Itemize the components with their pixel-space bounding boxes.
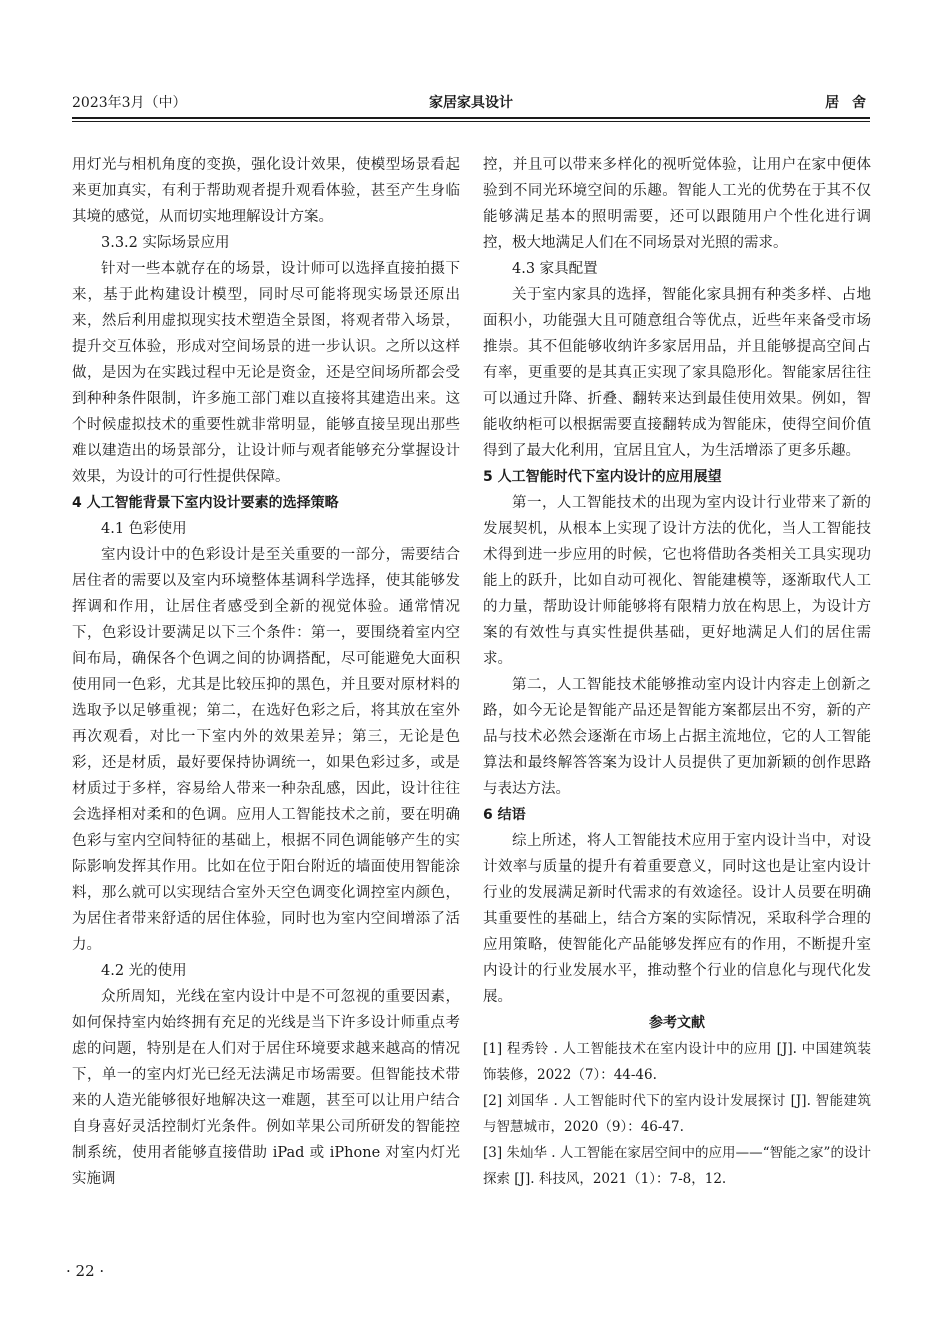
- subsection-heading-4-2: 4.2 光的使用: [101, 963, 187, 979]
- header-rule-thin: [72, 121, 870, 122]
- paragraph-3-3-2: 针对一些本就存在的场景，设计师可以选择直接拍摄下来，基于此构建设计模型，同时尽可能将现实场景还原出来，然后利用虚拟现实技术塑造全景图，将观者带入场景，提升交互体验，形成对空间场景的进一步认识。之所以这样做，是因为在实践过程中无论是资金，还是空间场所都会受到种种条件限制，许多施工部门难以直接将其建造出来。这个时候虚拟技术的重要性就非常明显，能够直接呈现出那些难以建造出的场景部分，让设计师与观者能够充分掌握设计效果，为设计的可行性提供保障。: [72, 261, 460, 485]
- right-column: [483, 152, 871, 1192]
- reference-item: [1] 程秀铃 . 人工智能技术在室内设计中的应用 [J]. 中国建筑装饰装修，2022（7）：44-46.: [483, 1041, 871, 1083]
- section-heading-4: 4 人工智能背景下室内设计要素的选择策略: [72, 495, 339, 511]
- paragraph-4-2-continued: 控，并且可以带来多样化的视听觉体验，让用户在家中便体验到不同光环境空间的乐趣。智能人工光的优势在于其不仅能够满足基本的照明需要，还可以跟随用户个性化进行调控，极大地满足人们在不同场景对光照的需求。: [483, 157, 871, 251]
- paragraph-6: 综上所述，将人工智能技术应用于室内设计当中，对设计效率与质量的提升有着重要意义，同时这也是让室内设计行业的发展满足新时代需求的有效途径。设计人员要在明确其重要性的基础上，结合方案的实际情况，采取科学合理的应用策略，使智能化产品能够发挥应有的作用，不断提升室内设计的行业发展水平，推动整个行业的信息化与现代化发展。: [483, 833, 871, 1005]
- paragraph-5-second: 第二，人工智能技术能够推动室内设计内容走上创新之路，如今无论是智能产品还是智能方案都层出不穷，新的产品与技术必然会逐渐在市场上占据主流地位，它的人工智能算法和最终解答答案为设计人员提供了更加新颖的创作思路与表达方法。: [483, 677, 871, 797]
- paragraph-5-first: 第一，人工智能技术的出现为室内设计行业带来了新的发展契机，从根本上实现了设计方法的优化，当人工智能技术得到进一步应用的时候，它也将借助各类相关工具实现功能上的跃升，比如自动可视化、智能建模等，逐渐取代人工的力量，帮助设计师能够将有限精力放在构思上，为设计方案的有效性与真实性提供基础，更好地满足人们的居住需求。: [483, 495, 871, 667]
- header-rule-thick: [72, 117, 870, 119]
- subsection-heading-3-3-2: 3.3.2 实际场景应用: [101, 235, 230, 251]
- subsection-heading-4-3: 4.3 家具配置: [512, 261, 598, 277]
- paragraph-4-3: 关于室内家具的选择，智能化家具拥有种类多样、占地面积小，功能强大且可随意组合等优点，近些年来备受市场推崇。其不但能够收纳许多家居用品，并且能够提高空间占有率，更重要的是其真正实现了家具隐形化。智能家居往往可以通过升降、折叠、翻转来达到最佳使用效果。例如，智能收纳柜可以根据需要直接翻转成为智能床，使得空间价值得到了最大化利用，宜居且宜人，为生活增添了更多乐趣。: [483, 287, 871, 459]
- journal-column-name: 居 舍: [825, 95, 870, 111]
- issue-date: 2023年3月（中）: [72, 95, 187, 111]
- paragraph-4-1: 室内设计中的色彩设计是至关重要的一部分，需要结合居住者的需要以及室内环境整体基调科学选择，使其能够发挥调和作用，让居住者感受到全新的视觉体验。通常情况下，色彩设计要满足以下三个条件：第一，要围绕着室内空间布局，确保各个色调之间的协调搭配，尽可能避免大面积使用同一色彩，尤其是比较压抑的黑色，并且要对原材料的选取予以足够重视；第二，在选好色彩之后，将其放在室外再次观看，对比一下室内外的效果差异；第三，无论是色彩，还是材质，最好要保持协调统一，如果色彩过多，或是材质过于多样，容易给人带来一种杂乱感，因此，设计往往会选择相对柔和的色调。应用人工智能技术之前，要在明确色彩与室内空间特征的基础上，根据不同色调能够产生的实际影响发挥其作用。比如在位于阳台附近的墙面使用智能涂料，那么就可以实现结合室外天空色调变化调控室内颜色，为居住者带来舒适的居住体验，同时也为室内空间增添了活力。: [72, 547, 460, 953]
- page-number: · 22 ·: [66, 1262, 105, 1280]
- subsection-heading-4-1: 4.1 色彩使用: [101, 521, 187, 537]
- paragraph-intro-continued: 用灯光与相机角度的变换，强化设计效果，使模型场景看起来更加真实，有利于帮助观者提升观看体验，甚至产生身临其境的感觉，从而切实地理解设计方案。: [72, 157, 460, 225]
- section-heading-6: 6 结语: [483, 807, 526, 823]
- reference-item: [2] 刘国华 . 人工智能时代下的室内设计发展探讨 [J]. 智能建筑与智慧城市，2020（9）：46-47.: [483, 1093, 871, 1135]
- running-header: [72, 88, 870, 114]
- reference-item: [3] 朱灿华 . 人工智能在家居空间中的应用——“智能之家”的设计探索 [J]. 科技风，2021（1）：7-8，12.: [483, 1145, 871, 1187]
- references-title: 参考文献: [649, 1015, 705, 1031]
- paragraph-4-2: 众所周知，光线在室内设计中是不可忽视的重要因素，如何保持室内始终拥有充足的光线是当下许多设计师重点考虑的问题，特别是在人们对于居住环境要求越来越高的情况下，单一的室内灯光已经无法满足市场需要。但智能技术带来的人造光能够很好地解决这一难题，甚至可以让用户结合自身喜好灵活控制灯光条件。例如苹果公司所研发的智能控制系统，使用者能够直接借助 iPad 或 iPhone 对室内灯光实施调: [72, 989, 460, 1187]
- left-column: [72, 152, 460, 1192]
- journal-section-title: 家居家具设计: [429, 95, 513, 111]
- section-heading-5: 5 人工智能时代下室内设计的应用展望: [483, 469, 722, 485]
